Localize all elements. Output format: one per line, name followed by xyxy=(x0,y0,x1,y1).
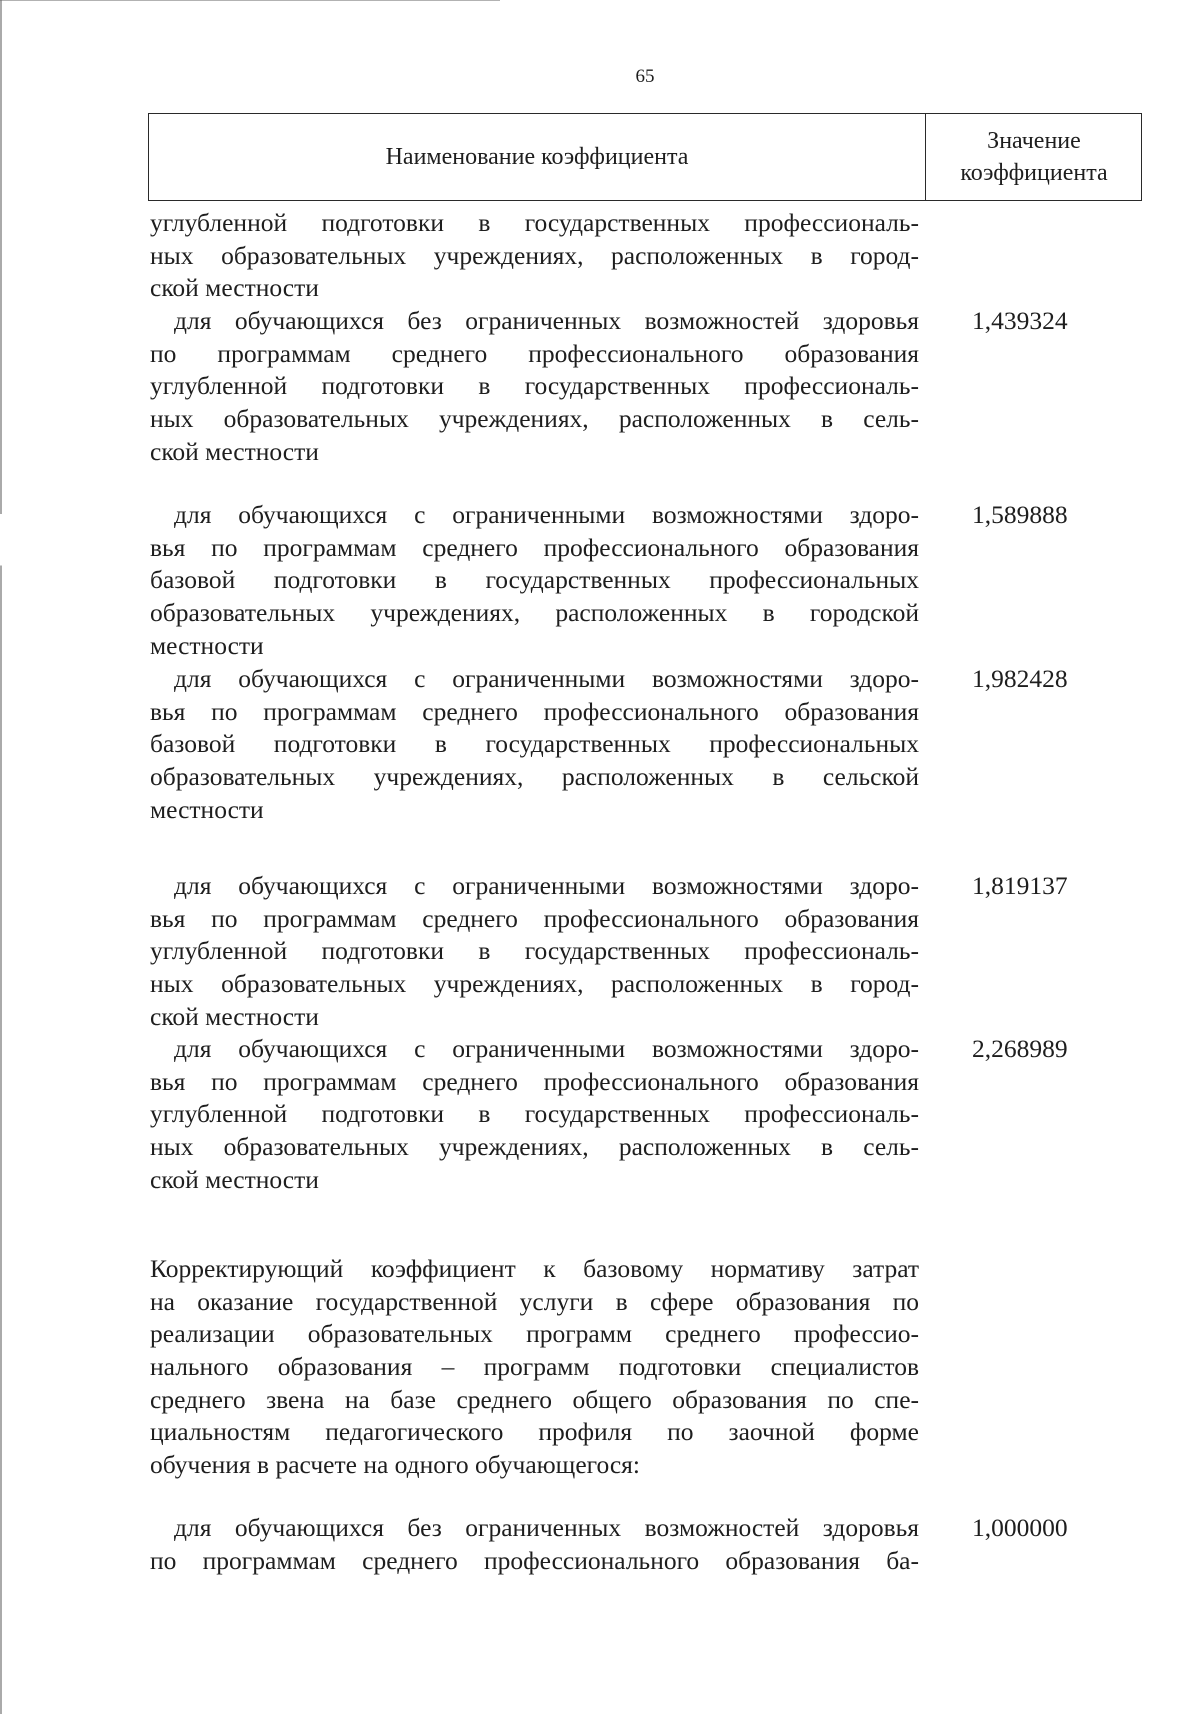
row-text-line: вья по программам среднего профессионального образования xyxy=(150,903,919,933)
row-text-line: для обучающихся без ограниченных возможностей здоровья xyxy=(174,1513,919,1542)
row-text-line: вья по программам среднего профессионального образования xyxy=(150,532,919,562)
table-row xyxy=(150,1512,919,1577)
table-row xyxy=(150,207,919,305)
row-text-line: базовой подготовки в государственных профессиональных xyxy=(150,729,919,759)
row-text-line: обучения в расчете на одного обучающегося: xyxy=(150,1450,640,1480)
row-text-line: ской местности xyxy=(150,1164,319,1194)
column-header-value xyxy=(927,114,1141,200)
coefficient-value: 2,268989 xyxy=(972,1034,1068,1063)
row-text-line: для обучающихся с ограниченными возможностями здоро- xyxy=(174,664,919,693)
row-text-line: среднего звена на базе среднего общего образования по спе- xyxy=(150,1384,919,1414)
page-number: 65 xyxy=(635,66,655,87)
row-text-line: ных образовательных учреждениях, расположенных в сель- xyxy=(150,404,919,434)
coefficient-value: 1,439324 xyxy=(972,306,1068,335)
table-row xyxy=(150,1033,919,1196)
row-text-line: ных образовательных учреждениях, расположенных в город- xyxy=(150,969,919,999)
row-text-line: углубленной подготовки в государственных профессиональ- xyxy=(150,371,919,401)
coefficient-value: 1,589888 xyxy=(972,500,1068,529)
row-text-line: ской местности xyxy=(150,1001,319,1031)
coefficient-value: 1,819137 xyxy=(972,871,1068,900)
row-text-line: для обучающихся без ограниченных возможностей здоровья xyxy=(174,306,919,335)
row-text-line: ской местности xyxy=(150,273,319,303)
row-text-line: ской местности xyxy=(150,436,319,466)
row-text-line: углубленной подготовки в государственных профессиональ- xyxy=(150,208,919,237)
table-header xyxy=(148,113,1142,201)
table-row xyxy=(150,663,919,826)
column-header-value-line1: Значение xyxy=(987,128,1081,154)
row-text-line: Корректирующий коэффициент к базовому нормативу затрат xyxy=(150,1254,919,1283)
coefficient-value: 1,982428 xyxy=(972,664,1068,693)
row-text-line: вья по программам среднего профессионального образования xyxy=(150,1066,919,1096)
row-text-line: вья по программам среднего профессионального образования xyxy=(150,696,919,726)
row-text-line: ных образовательных учреждениях, расположенных в сель- xyxy=(150,1132,919,1162)
row-text-line: по программам среднего профессионального образования xyxy=(150,338,919,368)
column-divider xyxy=(925,114,926,200)
row-text-line: базовой подготовки в государственных профессиональных xyxy=(150,565,919,595)
row-text-line: циальностям педагогического профиля по заочной форме xyxy=(150,1417,919,1447)
row-text-line: местности xyxy=(150,794,264,824)
row-text-line: для обучающихся с ограниченными возможностями здоро- xyxy=(174,500,919,529)
row-text-line: реализации образовательных программ среднего профессио- xyxy=(150,1319,919,1349)
row-text-line: местности xyxy=(150,630,264,660)
scan-edge-top xyxy=(0,0,500,1)
row-text-line: образовательных учреждениях, расположенных в сельской xyxy=(150,762,919,792)
row-text-line: образовательных учреждениях, расположенных в городской xyxy=(150,598,919,628)
scan-edge-left xyxy=(0,0,2,1714)
section-heading xyxy=(150,1253,919,1482)
table-row xyxy=(150,870,919,1033)
coefficient-value: 1,000000 xyxy=(972,1513,1068,1542)
table-row xyxy=(150,305,919,468)
row-text-line: на оказание государственной услуги в сфере образования по xyxy=(150,1286,919,1316)
row-text-line: углубленной подготовки в государственных профессиональ- xyxy=(150,1099,919,1129)
row-text-line: углубленной подготовки в государственных профессиональ- xyxy=(150,936,919,966)
row-text-line: для обучающихся с ограниченными возможностями здоро- xyxy=(174,1034,919,1063)
column-header-value-line2: коэффициента xyxy=(960,160,1108,186)
column-header-name: Наименование коэффициента xyxy=(385,144,689,170)
table-row xyxy=(150,499,919,662)
row-text-line: ных образовательных учреждениях, расположенных в город- xyxy=(150,240,919,270)
row-text-line: по программам среднего профессионального образования ба- xyxy=(150,1545,919,1575)
row-text-line: для обучающихся с ограниченными возможностями здоро- xyxy=(174,871,919,900)
row-text-line: нального образования – программ подготовки специалистов xyxy=(150,1352,919,1382)
